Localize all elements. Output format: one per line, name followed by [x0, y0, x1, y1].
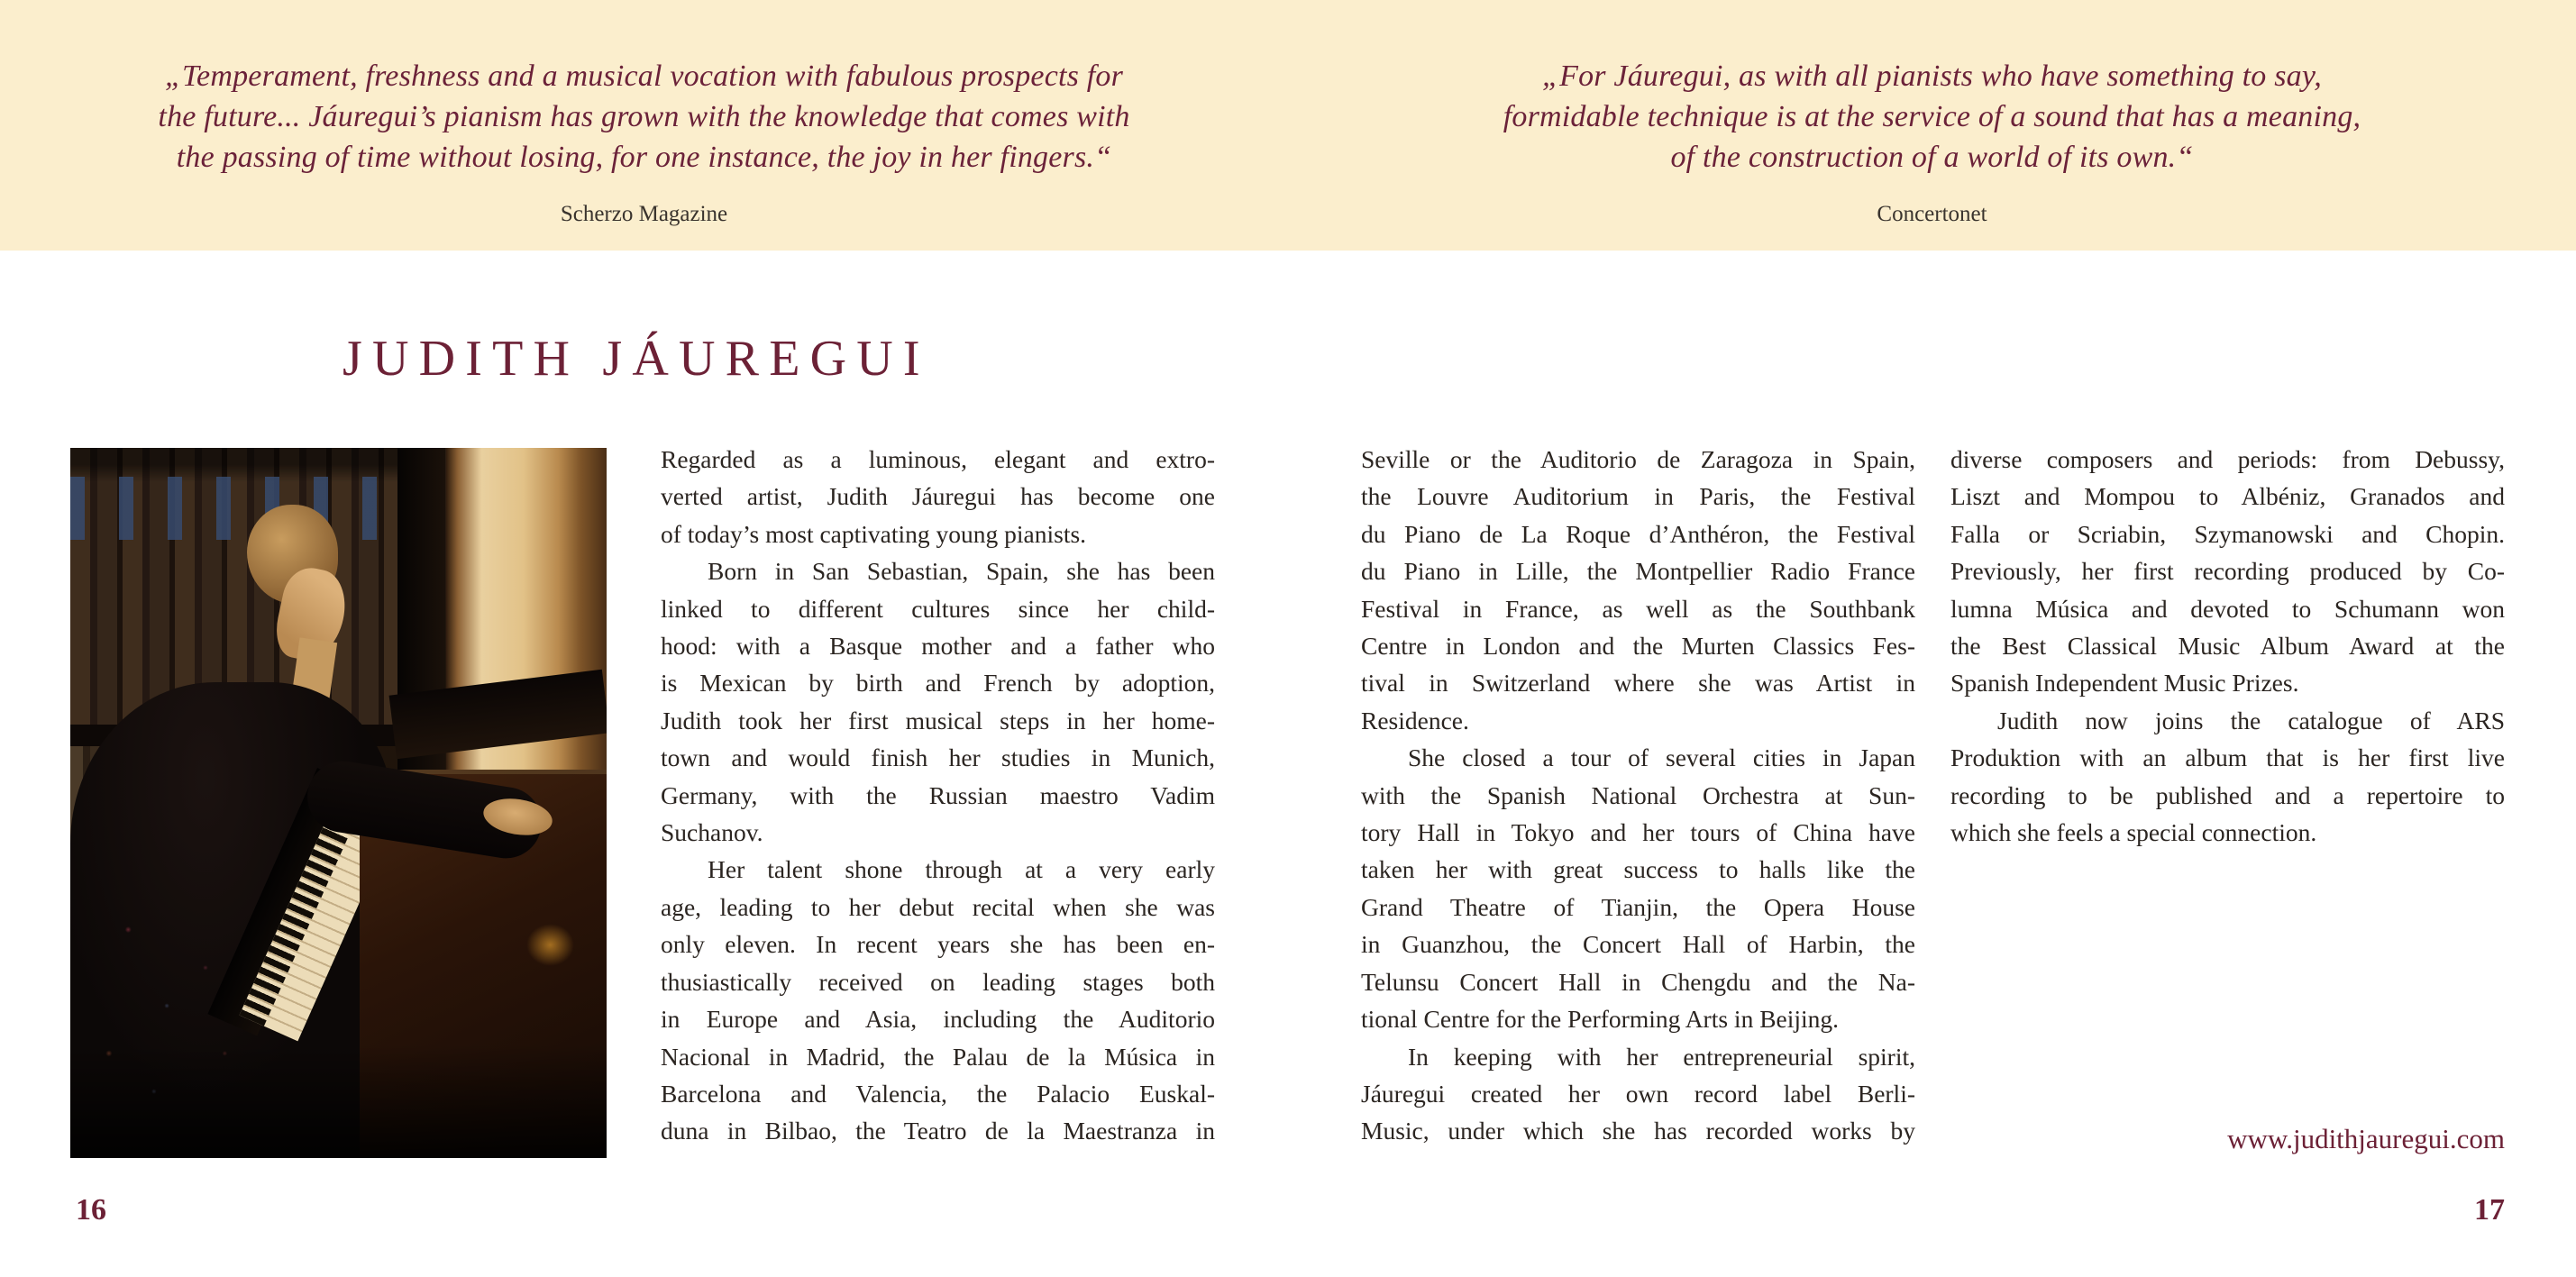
- body-text-line: age, leading to her debut recital when she was: [661, 892, 1215, 921]
- quote-line: of the construction of a world of its own.“: [1670, 141, 2194, 174]
- body-text-line: taken her with great success to halls like the: [1361, 855, 1915, 884]
- body-text-line: Germany, with the Russian maestro Vadim: [661, 780, 1215, 809]
- body-text-line: verted artist, Judith Jáuregui has become one: [661, 482, 1215, 511]
- body-text-line: In keeping with her entrepreneurial spirit,: [1408, 1042, 1915, 1071]
- body-text-line: Festival in France, as well as the Southbank: [1361, 594, 1915, 623]
- body-text-line: is Mexican by birth and French by adoption,: [661, 669, 1215, 698]
- body-text-line: Falla or Scriabin, Szymanowski and Chopin.: [1950, 519, 2505, 548]
- press-quote-concertonet: [1288, 0, 2576, 251]
- body-text-line: Seville or the Auditorio de Zaragoza in Spain,: [1361, 445, 1915, 473]
- body-text-line: Her talent shone through at a very early: [708, 855, 1215, 884]
- page-number-right: 17: [2474, 1193, 2505, 1227]
- body-text-line: in Europe and Asia, including the Auditorio: [661, 1005, 1215, 1034]
- body-text-line: Grand Theatre of Tianjin, the Opera House: [1361, 892, 1915, 921]
- body-text-line: Music, under which she has recorded works by: [1361, 1117, 1915, 1145]
- page-title: JUDITH JÁUREGUI: [343, 330, 930, 387]
- body-text-line: du Piano de La Roque d’Anthéron, the Festival: [1361, 519, 1915, 548]
- body-text-line: Born in San Sebastian, Spain, she has been: [708, 557, 1215, 586]
- body-text-line: linked to different cultures since her child-: [661, 594, 1215, 623]
- body-text-line: She closed a tour of several cities in Japan: [1408, 743, 1915, 772]
- quote-attribution: Concertonet: [1877, 202, 1987, 226]
- body-text-line: Produktion with an album that is her first live: [1950, 743, 2505, 772]
- body-text-line: Suchanov.: [661, 818, 763, 847]
- website-link[interactable]: www.judithjauregui.com: [2227, 1123, 2505, 1154]
- body-text-line: only eleven. In recent years she has been en-: [661, 930, 1215, 959]
- body-text-line: town and would finish her studies in Munich,: [661, 743, 1215, 772]
- text-column-1: [661, 441, 1215, 1150]
- body-text-line: tival in Switzerland where she was Artist in: [1361, 669, 1915, 698]
- quote-line: the future... Jáuregui’s pianism has grown with the knowledge that comes with: [158, 100, 1130, 133]
- quote-text: [158, 56, 1129, 178]
- body-text-line: of today’s most captivating young pianists.: [661, 519, 1087, 548]
- photo-shelf-frame: [397, 448, 446, 817]
- body-text-line: Liszt and Mompou to Albéniz, Granados and: [1950, 482, 2505, 511]
- quote-line: formidable technique is at the service of a sound that has a meaning,: [1503, 100, 2361, 133]
- quote-attribution: Scherzo Magazine: [560, 202, 728, 226]
- body-text-line: Spanish Independent Music Prizes.: [1950, 669, 2299, 698]
- body-text-line: Telunsu Concert Hall in Chengdu and the Na-: [1361, 967, 1915, 996]
- body-text-line: Barcelona and Valencia, the Palacio Euskal-: [661, 1079, 1215, 1108]
- body-text-line: in Guanzhou, the Concert Hall of Harbin, the: [1361, 930, 1915, 959]
- quote-line: „Temperament, freshness and a musical vocation with fabulous prospects for: [164, 59, 1124, 93]
- body-text-line: Centre in London and the Murten Classics Fes-: [1361, 632, 1915, 661]
- body-text-line: tory Hall in Tokyo and her tours of China have: [1361, 818, 1915, 847]
- body-text-line: Residence.: [1361, 706, 1469, 734]
- body-text-line: Jáuregui created her own record label Berli-: [1361, 1079, 1915, 1108]
- photo-bottom-shadow: [70, 1044, 607, 1158]
- text-column-3: [1950, 441, 2505, 851]
- body-text-line: with the Spanish National Orchestra at Sun-: [1361, 780, 1915, 809]
- quote-line: the passing of time without losing, for one instance, the joy in her fingers.“: [176, 141, 1112, 174]
- body-text-line: duna in Bilbao, the Teatro de la Maestranza in: [661, 1117, 1215, 1145]
- body-text-line: thusiastically received on leading stages both: [661, 967, 1215, 996]
- body-text-line: the Best Classical Music Album Award at the: [1950, 632, 2505, 661]
- quotes-banner: [0, 0, 2576, 251]
- body-text-line: recording to be published and a repertoire to: [1950, 780, 2505, 809]
- body-text-line: du Piano in Lille, the Montpellier Radio France: [1361, 557, 1915, 586]
- body-text-line: Previously, her first recording produced by Co-: [1950, 557, 2505, 586]
- body-text-line: lumna Música and devoted to Schumann won: [1950, 594, 2505, 623]
- body-text-line: Regarded as a luminous, elegant and extro-: [661, 445, 1215, 473]
- body-text-line: hood: with a Basque mother and a father who: [661, 632, 1215, 661]
- body-text-line: Judith now joins the catalogue of ARS: [1997, 706, 2505, 734]
- press-quote-scherzo: [0, 0, 1288, 251]
- text-column-2: [1361, 441, 1915, 1150]
- artist-photo: [70, 448, 607, 1158]
- quote-line: „For Jáuregui, as with all pianists who have something to say,: [1542, 59, 2322, 93]
- body-text-line: Nacional in Madrid, the Palau de la Música in: [661, 1042, 1215, 1071]
- body-text-line: which she feels a special connection.: [1950, 818, 2317, 847]
- body-text-line: diverse composers and periods: from Debussy,: [1950, 445, 2505, 473]
- body-text-line: the Louvre Auditorium in Paris, the Festival: [1361, 482, 1915, 511]
- quote-text: [1503, 56, 2361, 178]
- body-text-line: tional Centre for the Performing Arts in Beijing.: [1361, 1005, 1840, 1034]
- body-text-line: Judith took her first musical steps in her home-: [661, 706, 1215, 734]
- photo-piano-maker-logo: [526, 924, 575, 966]
- page-number-left: 16: [76, 1193, 106, 1227]
